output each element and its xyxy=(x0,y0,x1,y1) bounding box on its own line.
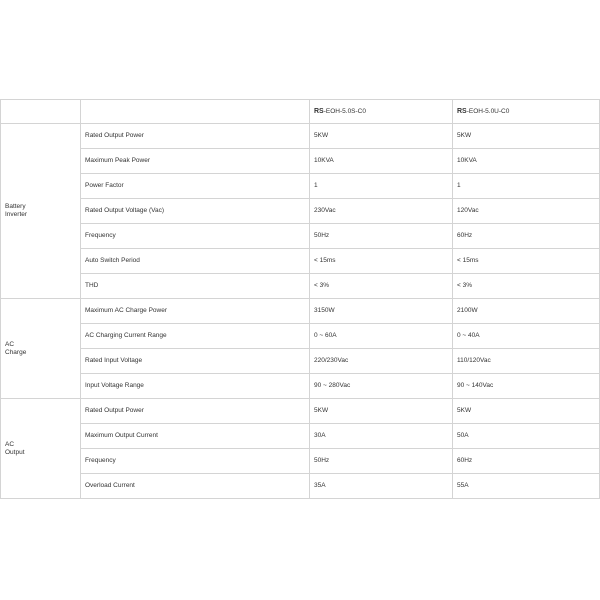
value-cell-model-2: 10KVA xyxy=(453,149,600,174)
parameter-cell: Rated Output Power xyxy=(81,124,310,149)
value-cell-model-2: 0 ~ 40A xyxy=(453,324,600,349)
spec-row xyxy=(1,349,600,374)
value-cell-model-1: 30A xyxy=(310,424,453,449)
parameter-cell: Input Voltage Range xyxy=(81,374,310,399)
value-cell-model-1: 5KW xyxy=(310,124,453,149)
spec-row xyxy=(1,299,600,324)
parameter-cell: Rated Output Voltage (Vac) xyxy=(81,199,310,224)
spec-row xyxy=(1,274,600,299)
header-row xyxy=(1,100,600,124)
value-cell-model-1: 50Hz xyxy=(310,449,453,474)
value-cell-model-1: 220/230Vac xyxy=(310,349,453,374)
parameter-cell: Auto Switch Period xyxy=(81,249,310,274)
parameter-cell: Rated Output Power xyxy=(81,399,310,424)
spec-row xyxy=(1,424,600,449)
value-cell-model-1: 0 ~ 60A xyxy=(310,324,453,349)
parameter-cell: AC Charging Current Range xyxy=(81,324,310,349)
spec-row xyxy=(1,199,600,224)
category-cell: AC Charge xyxy=(1,299,81,399)
spec-row xyxy=(1,474,600,499)
value-cell-model-2: 110/120Vac xyxy=(453,349,600,374)
value-cell-model-2: 60Hz xyxy=(453,224,600,249)
value-cell-model-2: 120Vac xyxy=(453,199,600,224)
value-cell-model-1: < 3% xyxy=(310,274,453,299)
spec-row xyxy=(1,374,600,399)
parameter-cell: Maximum Output Current xyxy=(81,424,310,449)
spec-row xyxy=(1,324,600,349)
value-cell-model-2: 90 ~ 140Vac xyxy=(453,374,600,399)
value-cell-model-1: 5KW xyxy=(310,399,453,424)
parameter-cell: Maximum AC Charge Power xyxy=(81,299,310,324)
value-cell-model-2: 2100W xyxy=(453,299,600,324)
parameter-cell: THD xyxy=(81,274,310,299)
parameter-cell: Rated Input Voltage xyxy=(81,349,310,374)
spec-row xyxy=(1,149,600,174)
parameter-cell: Maximum Peak Power xyxy=(81,149,310,174)
value-cell-model-2: < 3% xyxy=(453,274,600,299)
parameter-cell: Overload Current xyxy=(81,474,310,499)
value-cell-model-1: 10KVA xyxy=(310,149,453,174)
value-cell-model-2: 5KW xyxy=(453,399,600,424)
parameter-cell: Frequency xyxy=(81,224,310,249)
header-empty-cell xyxy=(1,100,81,124)
value-cell-model-2: 50A xyxy=(453,424,600,449)
model-header-2: RS-EOH-5.0U-C0 xyxy=(453,100,600,124)
spec-row xyxy=(1,399,600,424)
spec-row xyxy=(1,249,600,274)
spec-row xyxy=(1,224,600,249)
value-cell-model-1: 35A xyxy=(310,474,453,499)
value-cell-model-1: 1 xyxy=(310,174,453,199)
value-cell-model-1: 50Hz xyxy=(310,224,453,249)
spec-row xyxy=(1,124,600,149)
spec-table xyxy=(0,99,600,499)
value-cell-model-1: 3150W xyxy=(310,299,453,324)
category-cell: AC Output xyxy=(1,399,81,499)
header-empty-cell xyxy=(81,100,310,124)
parameter-cell: Power Factor xyxy=(81,174,310,199)
value-cell-model-1: 230Vac xyxy=(310,199,453,224)
value-cell-model-2: 1 xyxy=(453,174,600,199)
value-cell-model-1: 90 ~ 280Vac xyxy=(310,374,453,399)
value-cell-model-2: 60Hz xyxy=(453,449,600,474)
value-cell-model-2: < 15ms xyxy=(453,249,600,274)
value-cell-model-2: 55A xyxy=(453,474,600,499)
value-cell-model-1: < 15ms xyxy=(310,249,453,274)
value-cell-model-2: 5KW xyxy=(453,124,600,149)
spec-row xyxy=(1,174,600,199)
parameter-cell: Frequency xyxy=(81,449,310,474)
spec-table-body xyxy=(1,100,600,499)
category-cell: Battery Inverter xyxy=(1,124,81,299)
spec-row xyxy=(1,449,600,474)
model-header-1: RS-EOH-5.0S-C0 xyxy=(310,100,453,124)
